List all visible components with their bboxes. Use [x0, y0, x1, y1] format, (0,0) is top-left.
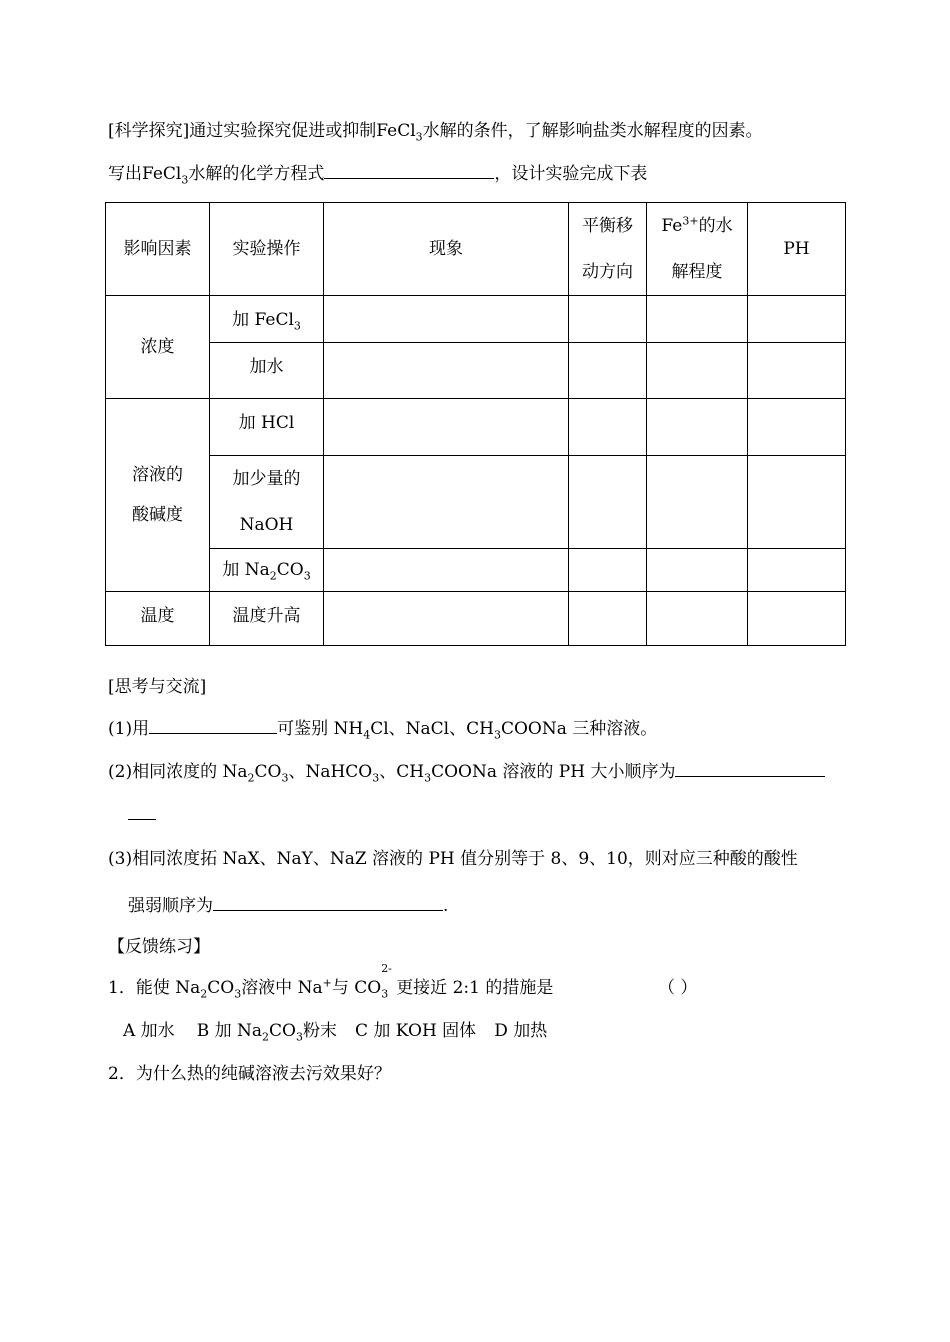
cell-shift[interactable] [569, 549, 647, 592]
option-d[interactable]: D 加热 [494, 1021, 548, 1041]
think-q3-line2: 强弱顺序为 . [128, 896, 449, 916]
table-row [106, 456, 846, 549]
group-concentration: 浓度 [106, 296, 210, 399]
cell-degree[interactable] [647, 456, 748, 549]
q1-blank[interactable] [149, 717, 277, 734]
practice-q2: 2．为什么热的纯碱溶液去污效果好？ [108, 1064, 391, 1084]
experiment-table [105, 202, 846, 646]
cell-shift[interactable] [569, 592, 647, 646]
table-row [106, 343, 846, 399]
cell-degree[interactable] [647, 549, 748, 592]
header-factor: 影响因素 [106, 203, 210, 296]
q2-blank[interactable] [675, 760, 825, 777]
cell-shift[interactable] [569, 343, 647, 399]
practice-q1: 1．能使 $Na_2CO_3$溶液中 Na+与 CO 2- $_3$ 更接近 2:1 的措施是 [108, 962, 554, 1001]
cell-phenomenon[interactable] [324, 296, 569, 343]
header-phenomenon: 现象 [324, 203, 569, 296]
group-acidity: 溶液的 酸碱度 [106, 399, 210, 592]
cell-phenomenon[interactable] [324, 399, 569, 456]
q2-blank-continued [128, 803, 156, 826]
cell-shift[interactable] [569, 296, 647, 343]
table-row [106, 296, 846, 343]
cell-degree[interactable] [647, 296, 748, 343]
table-header-row [106, 203, 846, 296]
cell-shift[interactable] [569, 399, 647, 456]
equation-blank[interactable] [324, 162, 494, 179]
cell-degree[interactable] [647, 592, 748, 646]
practice-heading: 【反馈练习】 [108, 937, 210, 957]
table-row [106, 549, 846, 592]
table-row [106, 592, 846, 646]
cell-degree[interactable] [647, 343, 748, 399]
header-degree: $Fe^{3+}$的水 解程度 [647, 203, 748, 296]
cell-ph[interactable] [748, 456, 846, 549]
option-b[interactable]: B 加 $Na_2CO_3$粉末 [196, 1021, 337, 1044]
cell-phenomenon[interactable] [324, 592, 569, 646]
think-q3: (3)相同浓度拓 NaX、NaY、NaZ 溶液的 PH 值分别等于 8、9、10，则对应三种酸的酸性 [108, 849, 798, 869]
op-add-na2co3: 加 $Na_2CO_3$ [210, 549, 324, 592]
intro-line-1: [科学探究]通过实验探究促进或抑制FeCl$_3$水解的条件，了解影响盐类水解程度的因素。 [108, 121, 763, 144]
op-add-fecl3: 加 FeCl$_3$ [210, 296, 324, 343]
option-a[interactable]: A 加水 [123, 1021, 175, 1041]
option-c[interactable]: C 加 KOH 固体 [354, 1021, 477, 1041]
think-q1: (1)用 可鉴别 $NH_4Cl$、NaCl、$CH_3COONa$ 三种溶液。 [108, 719, 658, 742]
cell-shift[interactable] [569, 456, 647, 549]
op-add-hcl: 加 HCl [210, 399, 324, 456]
answer-parentheses[interactable]: （ ） [658, 978, 698, 998]
op-add-naoh: 加少量的 NaOH [210, 456, 324, 549]
cell-phenomenon[interactable] [324, 549, 569, 592]
think-q2: (2)相同浓度的 $Na_2CO_3$、NaHCO$_3$、$CH_3COONa$ 溶液的 PH 大小顺序为 [108, 760, 825, 783]
q3-blank[interactable] [213, 894, 443, 911]
header-shift: 平衡移 动方向 [569, 203, 647, 296]
cell-ph[interactable] [748, 296, 846, 343]
cell-ph[interactable] [748, 549, 846, 592]
cell-degree[interactable] [647, 399, 748, 456]
table-row [106, 399, 846, 456]
cell-ph[interactable] [748, 592, 846, 646]
cell-ph[interactable] [748, 399, 846, 456]
group-temperature: 温度 [106, 592, 210, 646]
cell-phenomenon[interactable] [324, 456, 569, 549]
cell-ph[interactable] [748, 343, 846, 399]
op-raise-temp: 温度升高 [210, 592, 324, 646]
header-operation: 实验操作 [210, 203, 324, 296]
header-ph: PH [748, 203, 846, 296]
cell-phenomenon[interactable] [324, 343, 569, 399]
think-heading: [思考与交流] [108, 677, 207, 697]
intro-line-2: 写出FeCl$_3$水解的化学方程式 ，设计实验完成下表 [108, 164, 648, 187]
op-add-water: 加水 [210, 343, 324, 399]
practice-options [123, 1020, 547, 1042]
